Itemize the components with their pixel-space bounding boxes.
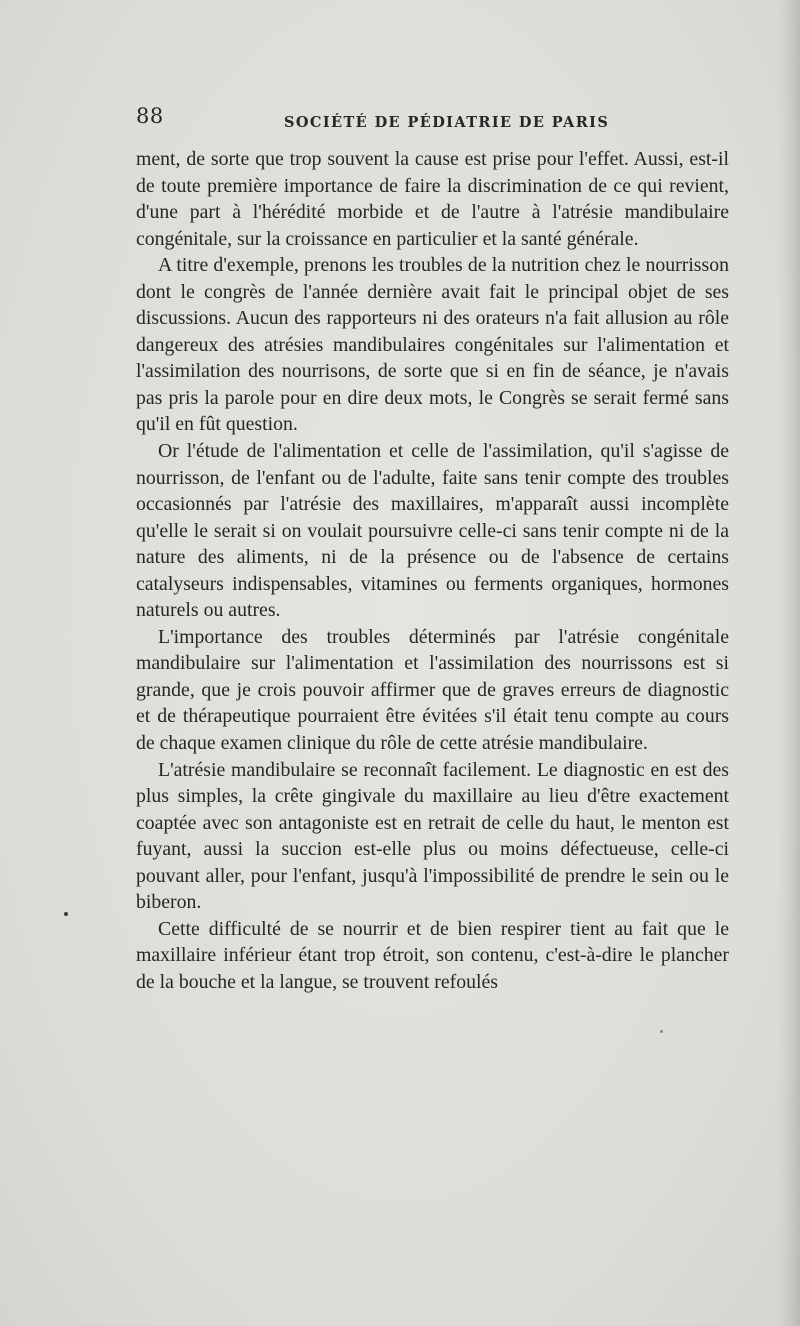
paragraph-4: L'importance des troubles déterminés par l'atrésie congénitale mandibulaire sur l'alimentation et l'assimilation des nourrissons est si grande, que je crois pouvoir affirmer que de graves erreurs de diagnostic et de thérapeutique pourraient être évitées s'il était tenu compte au cours de chaque examen clinique du rôle de cette atrésie mandibulaire. [136,625,729,755]
paragraph-2: A titre d'exemple, prenons les troubles de la nutrition chez le nourrisson dont le congrès de l'année dernière avait fait le principal objet de ses discussions. Aucun des rapporteurs ni des orateurs n'a fait allusion au rôle dangereux des atrésies mandibulaires congénitales sur l'alimentation et l'assimilation des nourrisons, de sorte que si en fin de séance, je n'avais pas pris la parole pour en dire deux mots, le Congrès se serait fermé sans qu'il en fût question. [136,254,729,436]
running-head: SOCIÉTÉ DE PÉDIATRIE DE PARIS [284,114,610,131]
body-text [136,146,729,996]
page-edge-shadow [778,0,800,1326]
ink-speck [64,912,68,916]
paragraph-5: L'atrésie mandibulaire se reconnaît facilement. Le diagnostic en est des plus simples, la crête gingivale du maxillaire au lieu d'être exactement coaptée avec son antagoniste est en retrait de celle du haut, le menton est fuyant, aussi la succion est-elle plus ou moins défectueuse, celle-ci pouvant aller, pour l'enfant, jusqu'à l'impossibilité de prendre le sein ou le biberon. [136,758,729,914]
paragraph-6: Cette difficulté de se nourrir et de bien respirer tient au fait que le maxillaire inférieur étant trop étroit, son contenu, c'est-à-dire le plancher de la bouche et la langue, se trouvent refoulés [136,917,729,993]
paragraph-1: ment, de sorte que trop souvent la cause est prise pour l'effet. Aussi, est-il de toute première importance de faire la discrimination de ce qui revient, d'une part à l'hérédité morbide et de l'autre à l'atrésie mandibulaire congénitale, sur la croissance en particulier et la santé générale. [136,148,729,250]
ink-speck [660,1030,663,1033]
page-header [136,104,736,138]
paragraph-3: Or l'étude de l'alimentation et celle de l'assimilation, qu'il s'agisse de nourrisson, de l'enfant ou de l'adulte, faite sans tenir compte des troubles occasionnés par l'atrésie des maxillaires, m'apparaît aussi incomplète qu'elle le serait si on voulait poursuivre celle-ci sans tenir compte ni de la nature des aliments, ni de la présence ou de l'absence de certains catalyseurs indispensables, vitamines ou ferments organiques, hormones naturels ou autres. [136,440,729,622]
page-number: 88 [136,104,164,128]
